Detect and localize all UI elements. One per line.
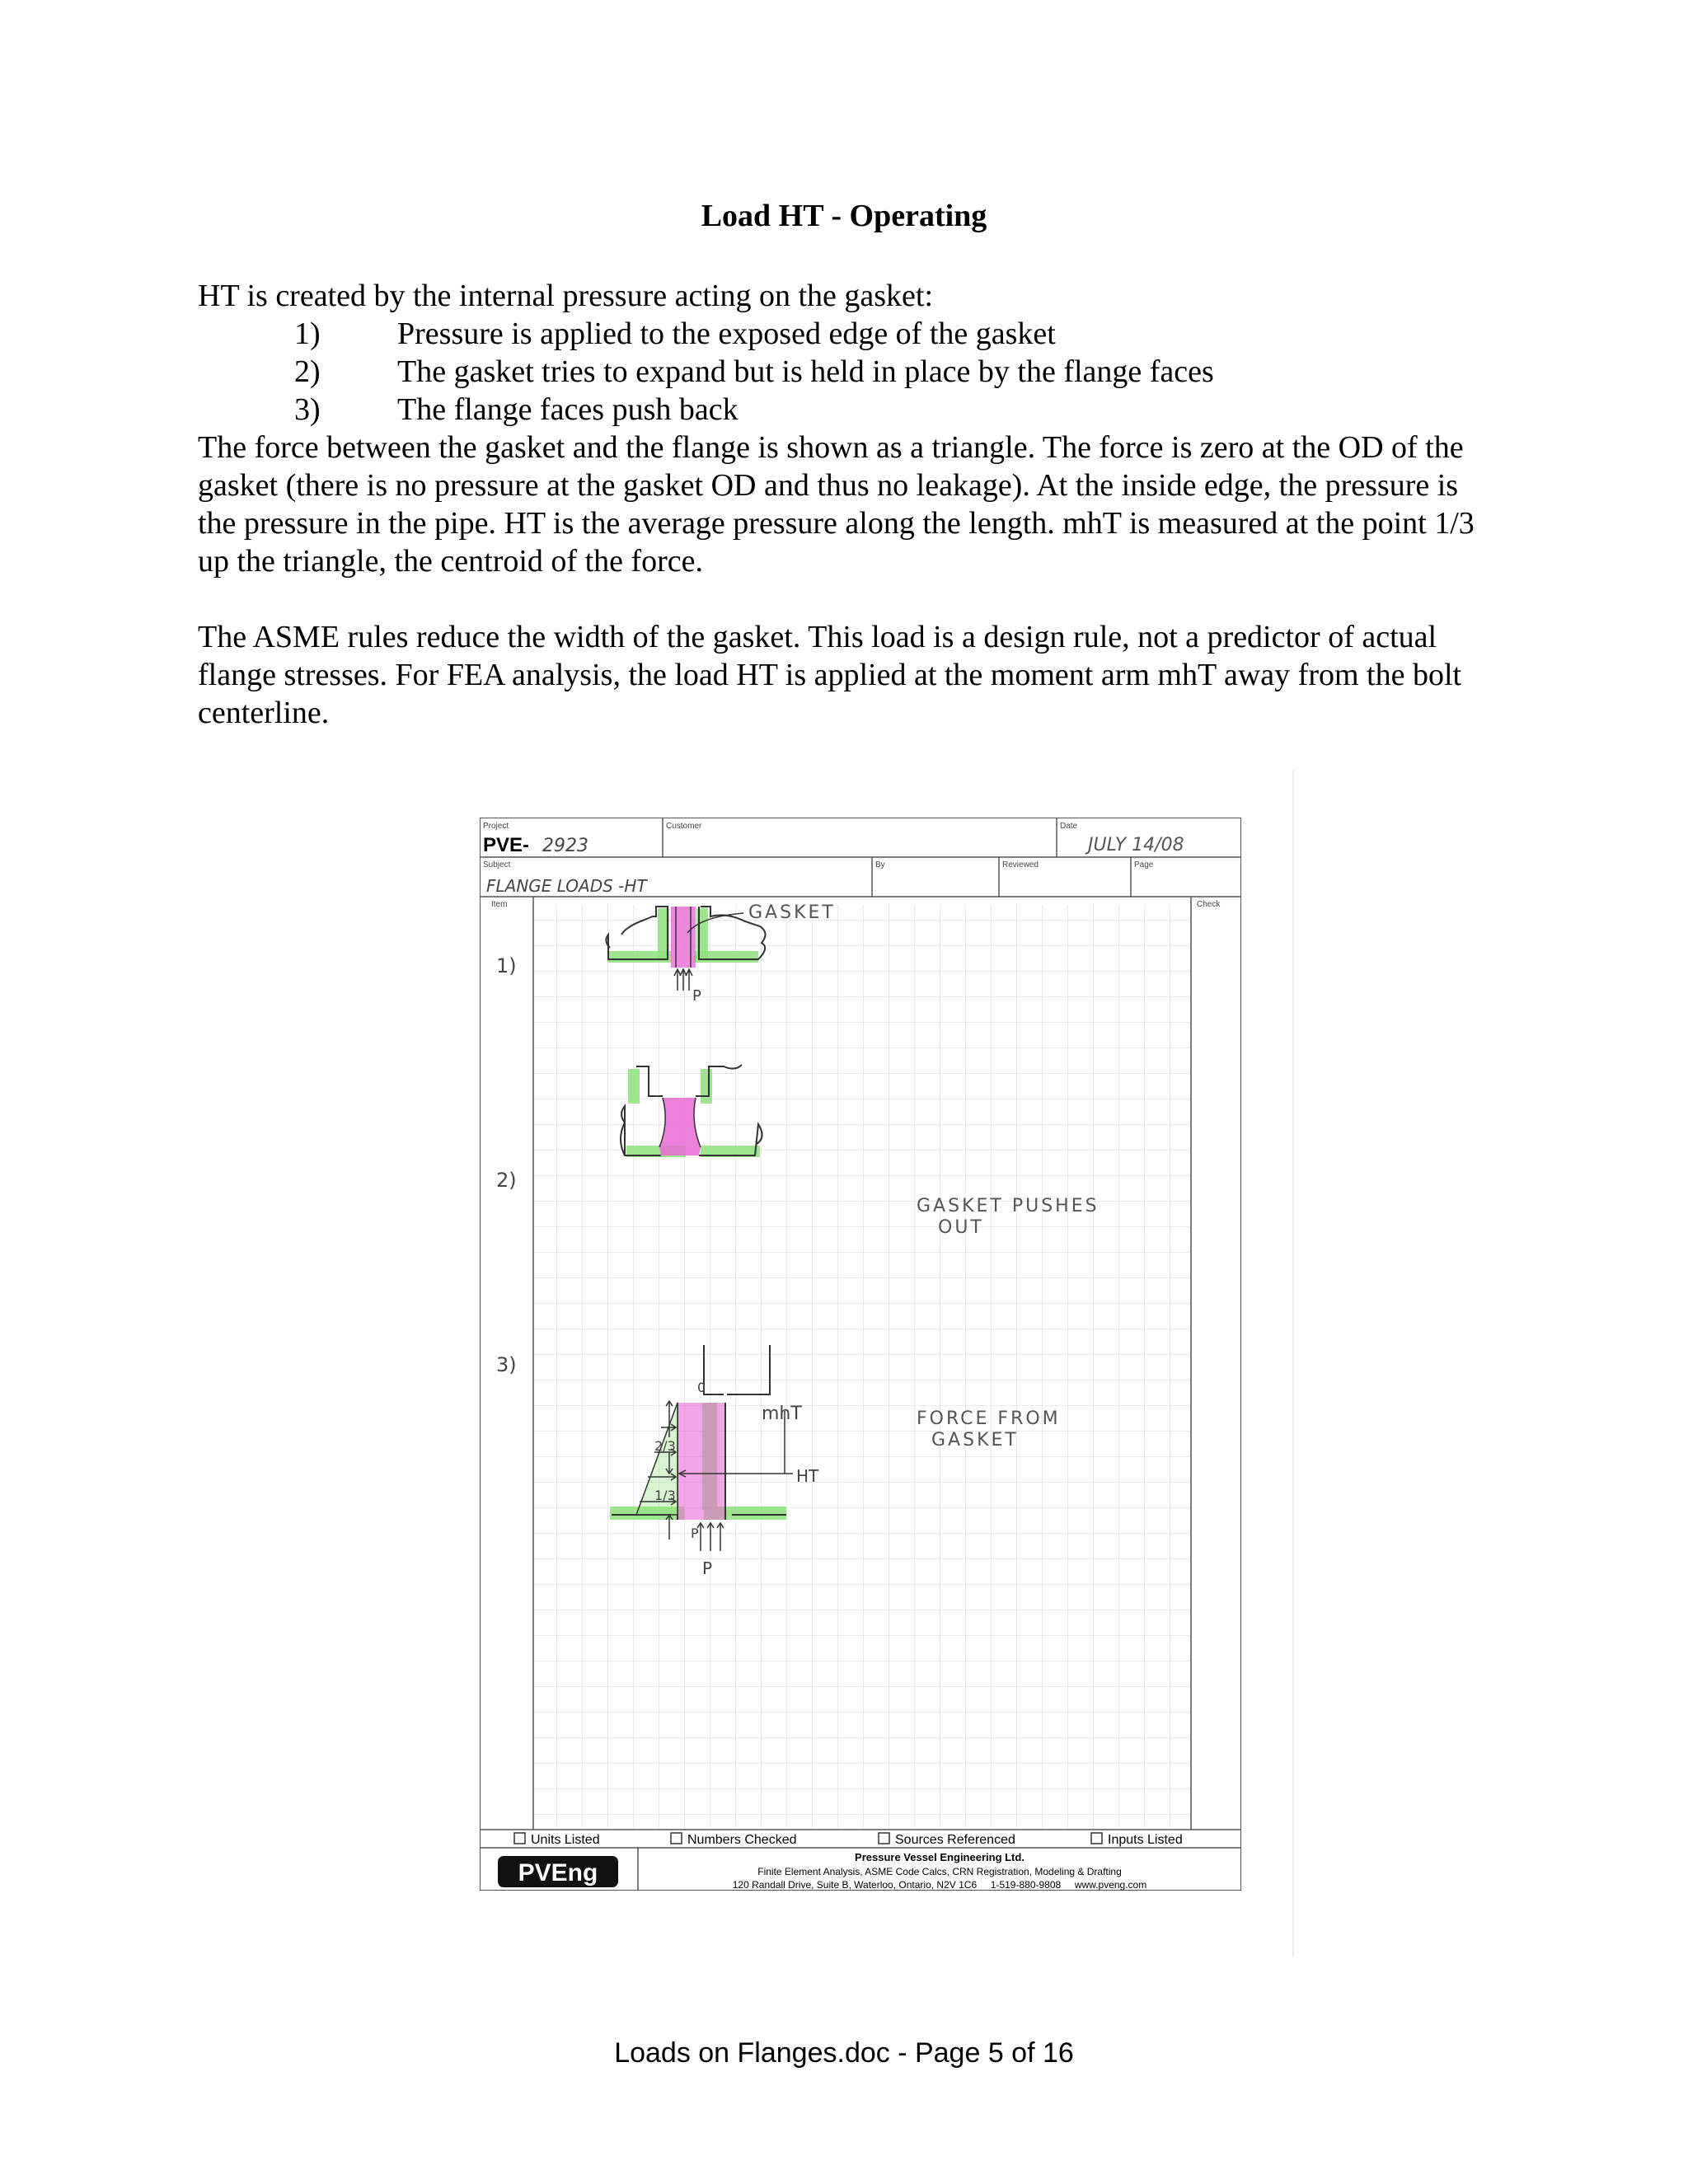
checkbox-icon bbox=[514, 1833, 525, 1844]
annotation-ht: HT bbox=[796, 1466, 819, 1486]
project-number: 2923 bbox=[542, 836, 588, 856]
check-label: Check bbox=[1197, 900, 1221, 909]
gasket-shape bbox=[671, 907, 696, 968]
company-services: Finite Element Analysis, ASME Code Calcs, CRN Registration, Modeling & Drafting bbox=[757, 1866, 1122, 1877]
checklist bbox=[514, 1833, 1183, 1847]
annotation-p1: P bbox=[692, 987, 701, 1005]
annotation-pushes-line2: OUT bbox=[938, 1217, 984, 1238]
pressure-arrows-icon bbox=[674, 969, 692, 991]
date-label: Date bbox=[1060, 822, 1078, 831]
checkbox-icon bbox=[1091, 1833, 1102, 1844]
reviewed-label: Reviewed bbox=[1002, 860, 1039, 869]
page-title: Load HT - Operating bbox=[701, 199, 987, 233]
annotation-two-thirds: 2/3 bbox=[654, 1438, 676, 1454]
item-number-1: 1) bbox=[496, 954, 517, 977]
annotation-p-bottom: P bbox=[702, 1558, 713, 1578]
intro-text: HT is created by the internal pressure acting on the gasket: bbox=[198, 279, 933, 313]
list-item: 3) The flange faces push back bbox=[294, 392, 738, 427]
project-prefix: PVE- bbox=[483, 834, 530, 856]
checkbox-icon bbox=[879, 1833, 889, 1844]
project-label: Project bbox=[483, 822, 509, 831]
list-item: 2) The gasket tries to expand but is held in place by the flange faces bbox=[294, 354, 1214, 389]
checklist-numbers: Numbers Checked bbox=[687, 1833, 797, 1847]
annotation-force-line1: FORCE FROM bbox=[917, 1408, 1061, 1429]
annotation-mht: mhT bbox=[762, 1404, 802, 1424]
logo-text: PVEng bbox=[518, 1859, 598, 1886]
step-list bbox=[198, 315, 1500, 429]
by-label: By bbox=[875, 860, 885, 869]
subject-label: Subject bbox=[483, 860, 511, 869]
annotation-gasket: GASKET bbox=[748, 902, 836, 923]
scan-edge bbox=[1292, 771, 1294, 1957]
checklist-units: Units Listed bbox=[531, 1833, 600, 1847]
annotation-p-small: P bbox=[691, 1526, 699, 1541]
date-value: JULY 14/08 bbox=[1088, 835, 1184, 855]
gasket-section bbox=[678, 1403, 725, 1520]
page-footer: Loads on Flanges.doc - Page 5 of 16 bbox=[614, 2037, 1074, 2069]
checkbox-icon bbox=[671, 1833, 682, 1844]
grid-area bbox=[533, 905, 1191, 1830]
checklist-sources: Sources Referenced bbox=[895, 1833, 1015, 1847]
annotation-force-line2: GASKET bbox=[931, 1430, 1019, 1451]
annotation-zero: 0 bbox=[697, 1380, 706, 1395]
subject-value: FLANGE LOADS -HT bbox=[486, 876, 647, 896]
item-number-2: 2) bbox=[496, 1169, 517, 1192]
calc-sheet-drawing bbox=[480, 818, 1241, 1891]
annotation-one-third: 1/3 bbox=[654, 1488, 676, 1503]
paragraph-asme: The ASME rules reduce the width of the gasket. This load is a design rule, not a predictor of actual flange stresses. For FEA analysis, the load HT is applied at the moment arm mhT away from the bolt centerline. bbox=[198, 620, 1462, 730]
checklist-inputs: Inputs Listed bbox=[1108, 1833, 1183, 1847]
intro-block bbox=[198, 277, 1500, 580]
item-number-3: 3) bbox=[496, 1353, 517, 1376]
calc-sheet bbox=[480, 818, 1241, 1891]
list-item: 1) Pressure is applied to the exposed edge of the gasket bbox=[294, 316, 1056, 351]
company-name: Pressure Vessel Engineering Ltd. bbox=[855, 1851, 1025, 1863]
annotation-pushes-line1: GASKET PUSHES bbox=[917, 1196, 1100, 1216]
paragraph-force: The force between the gasket and the flange is shown as a triangle. The force is zero at the OD of the gasket (there is no pressure at the gasket OD and thus no leakage). At the inside edge, the pressure is the pressure in the pipe. HT is the average pressure along the length. mhT is measured at the point 1/3 up the triangle, the centroid of the force. bbox=[198, 430, 1475, 579]
customer-label: Customer bbox=[666, 822, 702, 831]
page-label: Page bbox=[1134, 860, 1154, 869]
company-address: 120 Randall Drive, Suite B, Waterloo, Ontario, N2V 1C6 1-519-880-9808 www.pveng.com bbox=[732, 1879, 1147, 1891]
item-label: Item bbox=[491, 900, 508, 909]
